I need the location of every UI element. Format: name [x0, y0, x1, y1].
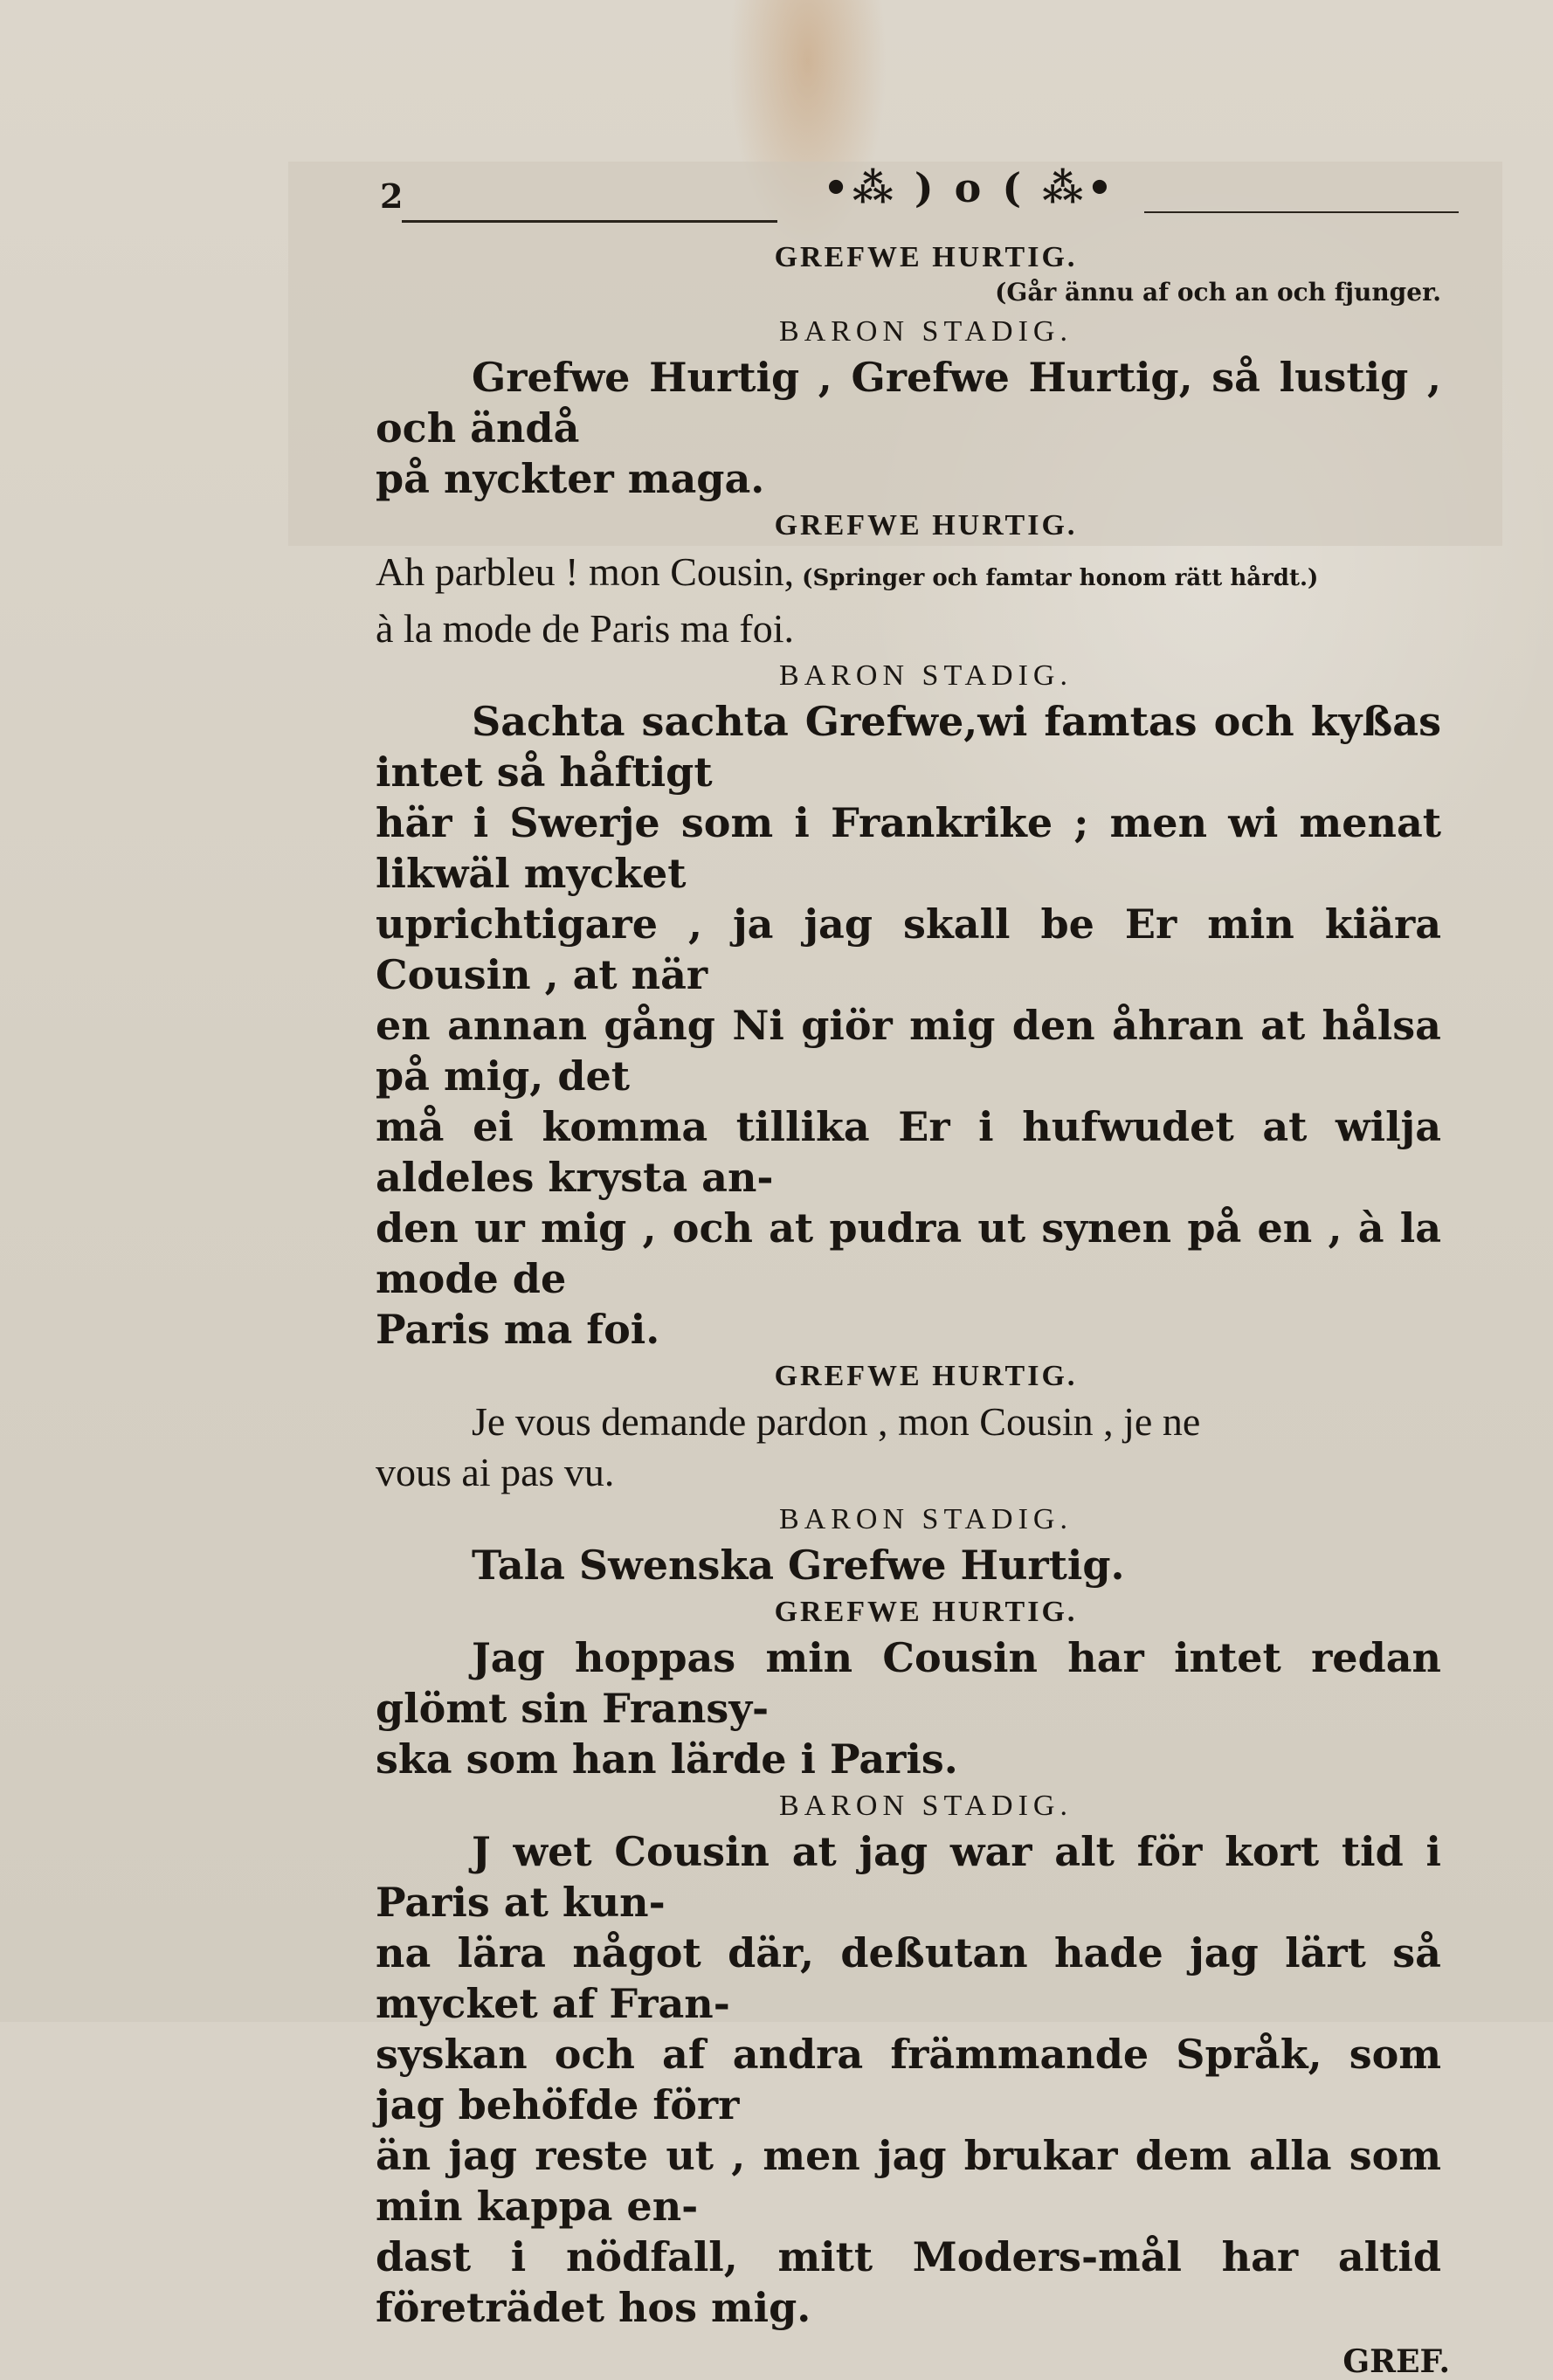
speech-line: na lära något där, deßutan hade jag lärt så mycket af Fran- — [376, 1929, 1441, 2027]
speaker-name: BARON STADIG. — [779, 315, 1073, 348]
speech-line: Je vous demande pardon , mon Cousin , je ne — [472, 1399, 1201, 1444]
page-number: 2 — [380, 176, 404, 216]
speaker-name: GREFWE HURTIG. — [774, 1360, 1078, 1392]
header-ornament: •⁂ ) o ( ⁂• — [823, 164, 1116, 211]
speaker-name: GREFWE HURTIG. — [774, 509, 1078, 542]
speech-paragraph — [376, 352, 1441, 504]
speech-line: en annan gång Ni giör mig den åhran at hålsa på mig, det — [376, 1002, 1441, 1100]
stage-direction: (Går ännu af och an och fjunger. — [995, 278, 1441, 307]
speech-text: Ah parbleu ! mon Cousin, — [376, 549, 795, 594]
speech-line: uprichtigare , ja jag skall be Er min kiära Cousin , at när — [376, 900, 1441, 998]
speech-line: vous ai pas vu. — [376, 1450, 615, 1494]
speech-line: Paris ma foi. — [376, 1306, 660, 1353]
speaker-name: GREFWE HURTIG. — [774, 1596, 1078, 1628]
speech-paragraph — [376, 546, 1441, 654]
speech-line: Jag hoppas min Cousin har intet redan glömt sin Fransy- — [376, 1634, 1441, 1732]
speech-line: Grefwe Hurtig , Grefwe Hurtig, så lustig , och ändå — [376, 354, 1441, 452]
speaker-name: BARON STADIG. — [779, 1503, 1073, 1535]
speaker-name: BARON STADIG. — [779, 1790, 1073, 1822]
speech-paragraph — [376, 1826, 1441, 2333]
speech-paragraph — [376, 1632, 1441, 1784]
speech-line: den ur mig , och at pudra ut synen på en , à la mode de — [376, 1204, 1441, 1302]
speech-paragraph — [376, 696, 1441, 1355]
speech-line: här i Swerje som i Frankrike ; men wi menat likwäl mycket — [376, 799, 1441, 897]
running-header — [376, 157, 1476, 236]
speech-line: syskan och af andra främmande Språk, som jag behöfde förr — [376, 2031, 1441, 2128]
speech-line: Sachta sachta Grefwe,wi famtas och kyßas intet så håftigt — [376, 698, 1441, 796]
speech-line: Tala Swenska Grefwe Hurtig. — [472, 1542, 1125, 1589]
speaker-name: GREFWE HURTIG. — [774, 241, 1078, 273]
speech-line: än jag reste ut , men jag brukar dem alla som min kappa en- — [376, 2132, 1441, 2230]
speech-line: J wet Cousin at jag war alt för kort tid i Paris at kun- — [376, 1828, 1441, 1926]
header-rule-right — [1144, 211, 1459, 213]
inline-stage-direction: (Springer och famtar honom rätt hårdt.) — [794, 565, 1319, 591]
speaker-name: BARON STADIG. — [779, 659, 1073, 692]
header-rule-left — [402, 220, 777, 223]
catchword: GREF. — [1342, 2343, 1450, 2380]
speech-paragraph — [376, 1397, 1441, 1498]
speech-line: à la mode de Paris ma foi. — [376, 606, 795, 651]
speech-line: må ei komma tillika Er i hufwudet at wilja aldeles krysta an- — [376, 1103, 1441, 1201]
speech-line — [376, 546, 1441, 604]
speech-line: ska som han lärde i Paris. — [376, 1735, 958, 1783]
text-column — [376, 157, 1476, 2380]
dialogue — [376, 241, 1476, 2333]
speech-line: på nyckter maga. — [376, 455, 765, 502]
speech-paragraph — [376, 1540, 1441, 1590]
speech-line: dast i nödfall, mitt Moders-mål har altid företrädet hos mig. — [376, 2233, 1441, 2331]
